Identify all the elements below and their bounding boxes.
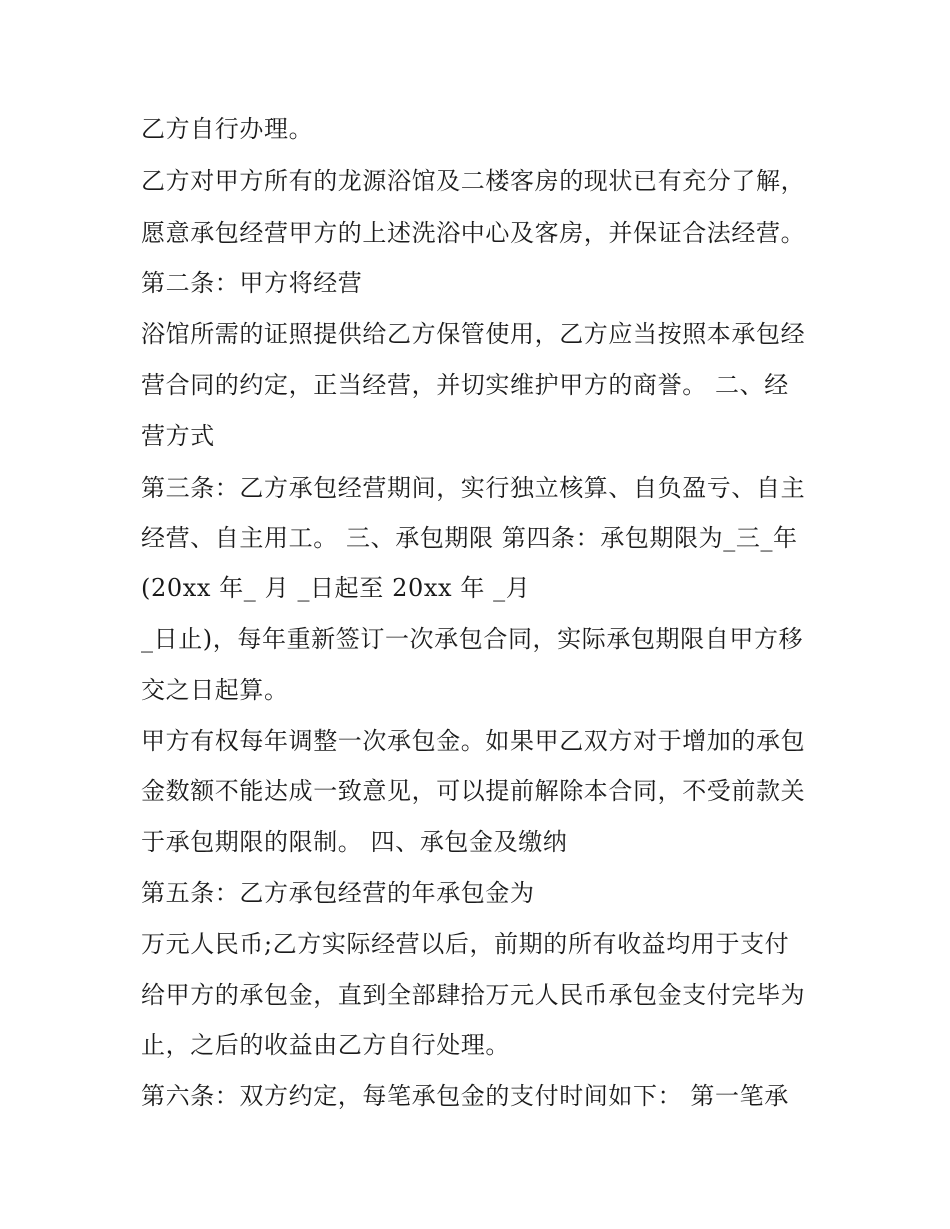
text-line: 第六条：双方约定，每笔承包金的支付时间如下： 第一笔承	[141, 1082, 789, 1110]
text-line: 第三条：乙方承包经营期间，实行独立核算、自负盈亏、自主	[141, 474, 806, 502]
text-line: 给甲方的承包金，直到全部肆拾万元人民币承包金支付完毕为	[141, 981, 806, 1009]
text-line: 愿意承包经营甲方的上述洗浴中心及客房，并保证合法经营。	[141, 219, 806, 247]
text-line: 于承包期限的限制。 四、承包金及缴纳	[141, 828, 568, 856]
text-line: 金数额不能达成一致意见，可以提前解除本合同，不受前款关	[141, 777, 806, 805]
text-line: 营合同的约定，正当经营，并切实维护甲方的商誉。 二、经	[141, 371, 789, 399]
text-line: 止，之后的收益由乙方自行处理。	[141, 1031, 510, 1059]
text-line: 万元人民币;乙方实际经营以后，前期的所有收益均用于支付	[141, 930, 790, 958]
text-line: 乙方自行办理。	[141, 115, 314, 143]
text-line: 甲方有权每年调整一次承包金。如果甲乙双方对于增加的承包	[141, 727, 806, 755]
text-line: (20xx 年_ 月 _日起至 20xx 年 _月	[141, 574, 531, 602]
text-line: 经营、自主用工。 三、承包期限 第四条：承包期限为_三_年	[141, 524, 798, 552]
text-line: 乙方对甲方所有的龙源浴馆及二楼客房的现状已有充分了解，	[141, 167, 806, 195]
text-line: 第五条：乙方承包经营的年承包金为	[141, 879, 535, 907]
article-heading: 第二条：甲方将经营	[141, 269, 363, 297]
text-line: 交之日起算。	[141, 676, 289, 704]
text-line: 浴馆所需的证照提供给乙方保管使用，乙方应当按照本承包经	[141, 320, 806, 348]
text-line: _日止)，每年重新签订一次承包合同，实际承包期限自甲方移	[141, 625, 804, 653]
text-line: 营方式	[141, 422, 215, 450]
